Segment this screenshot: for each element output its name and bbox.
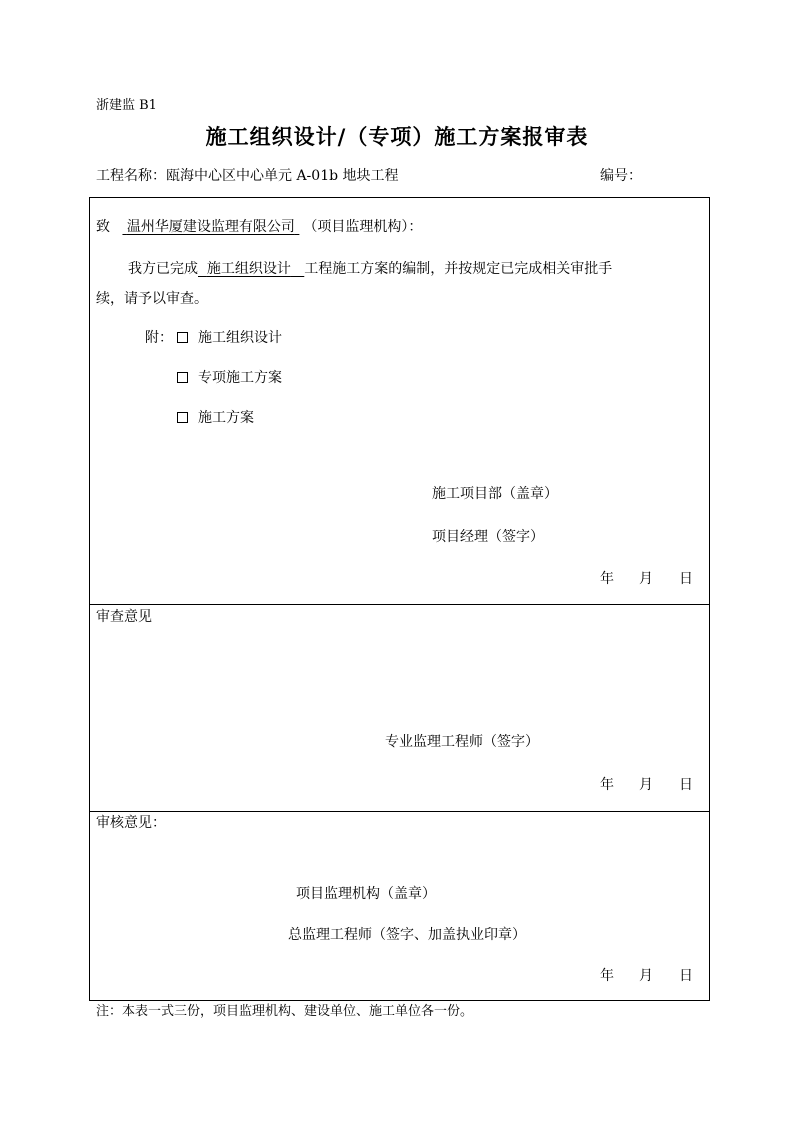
date-month: 月 <box>639 968 653 984</box>
plan-name: 施工组织设计 <box>206 261 291 277</box>
attachment-label: 施工方案 <box>198 410 254 426</box>
section-divider-2 <box>89 811 710 812</box>
dept-seal-label: 施工项目部（盖章） <box>432 486 558 502</box>
project-name: 瓯海中心区中心单元 A-01b 地块工程 <box>166 168 399 184</box>
body-prefix: 我方已完成 <box>128 261 198 277</box>
org-seal-label: 项目监理机构（盖章） <box>296 886 436 902</box>
checkbox-icon[interactable] <box>177 412 188 423</box>
date-line <box>600 776 693 794</box>
audit-heading: 审核意见： <box>96 815 166 831</box>
date-line <box>600 967 693 985</box>
date-line <box>600 570 693 588</box>
date-day: 日 <box>679 571 693 587</box>
chief-sign-label: 总监理工程师（签字、加盖执业印章） <box>288 927 526 943</box>
checkbox-icon[interactable] <box>177 372 188 383</box>
date-month: 月 <box>639 777 653 793</box>
attach-label: 附： <box>145 330 173 346</box>
manager-sign-label: 项目经理（签字） <box>432 529 544 545</box>
project-label: 工程名称： <box>96 168 166 184</box>
attachment-option-1[interactable] <box>177 329 282 347</box>
page-title: 施工组织设计/（专项）施工方案报审表 <box>205 124 589 149</box>
date-month: 月 <box>639 571 653 587</box>
addressee-line <box>96 218 422 236</box>
attachment-option-2[interactable] <box>177 369 282 387</box>
supervisor-org: 温州华厦建设监理有限公司 <box>126 219 295 235</box>
date-day: 日 <box>679 968 693 984</box>
date-year: 年 <box>600 968 614 984</box>
request-line-1 <box>128 260 612 278</box>
form-code: 浙建监 B1 <box>96 98 157 113</box>
form-table <box>89 197 710 1001</box>
checkbox-icon[interactable] <box>177 332 188 343</box>
engineer-sign-label: 专业监理工程师（签字） <box>385 734 539 750</box>
to-suffix: （项目监理机构）： <box>303 219 423 235</box>
serial-number-label: 编号： <box>600 168 642 184</box>
date-year: 年 <box>600 777 614 793</box>
date-year: 年 <box>600 571 614 587</box>
project-name-row <box>96 167 399 185</box>
to-prefix: 致 <box>96 219 110 235</box>
attachment-label: 专项施工方案 <box>198 370 282 386</box>
body-suffix: 工程施工方案的编制，并按规定已完成相关审批手 <box>304 261 613 277</box>
review-heading: 审查意见 <box>96 609 152 625</box>
date-day: 日 <box>679 777 693 793</box>
attachment-label: 施工组织设计 <box>198 330 282 346</box>
attachment-option-3[interactable] <box>177 409 254 427</box>
footer-note: 注：本表一式三份，项目监理机构、建设单位、施工单位各一份。 <box>96 1004 474 1019</box>
request-line-2: 续，请予以审查。 <box>96 291 208 307</box>
section-divider-1 <box>89 604 710 605</box>
